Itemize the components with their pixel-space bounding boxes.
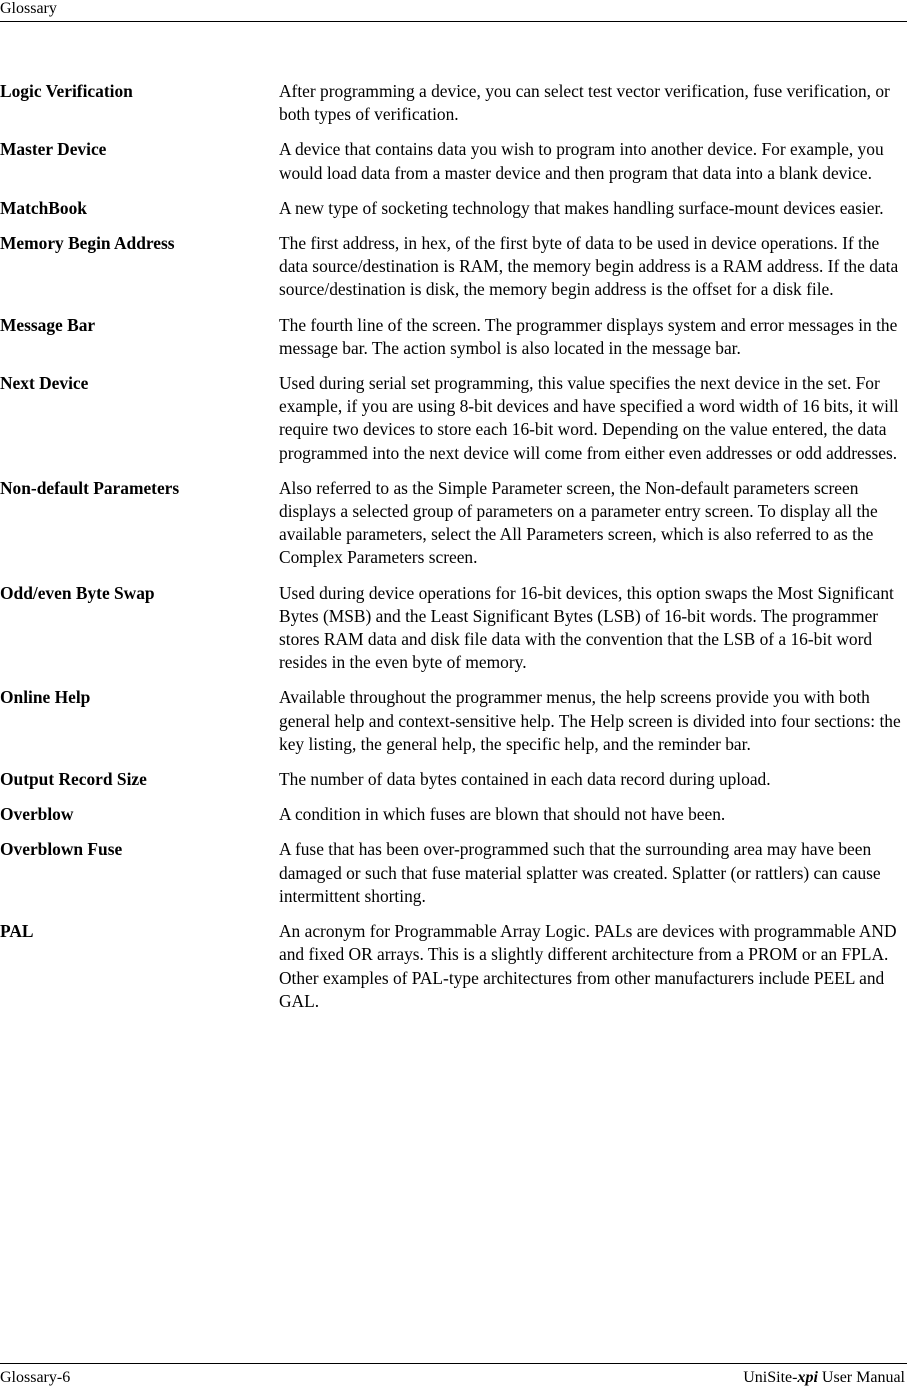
- glossary-entry: [0, 314, 907, 360]
- glossary-definition: Also referred to as the Simple Parameter screen, the Non-default parameters screen displays a selected group of parameters on a parameter entry screen. To display all the available parameters, select the All Parameters screen, which is also referred to as the Complex Parameters screen.: [279, 477, 878, 568]
- glossary-definition: A device that contains data you wish to program into another device. For example, you would load data from a master device and then program that data into a blank device.: [279, 139, 884, 183]
- glossary-entry: [0, 803, 907, 826]
- glossary-term: Memory Begin Address: [0, 233, 175, 254]
- glossary-term: MatchBook: [0, 197, 87, 218]
- glossary-entry: [0, 197, 907, 220]
- manual-title: UniSite-xpi User Manual: [743, 1369, 905, 1386]
- glossary-entry: [0, 232, 907, 302]
- glossary-term: Logic Verification: [0, 81, 133, 101]
- glossary-term: Overblow: [0, 804, 74, 825]
- glossary-definition: The first address, in hex, of the first byte of data to be used in device operations. If the data source/destination is RAM, the memory begin address is a RAM address. If the data source/destination is disk, the memory begin address is the offset for a disk file.: [279, 233, 899, 300]
- glossary-entry: [0, 372, 907, 465]
- glossary-definition: A condition in which fuses are blown that should not have been.: [279, 804, 726, 825]
- glossary-entry: [0, 138, 907, 184]
- glossary-term: Overblown Fuse: [0, 839, 123, 860]
- glossary-term: Message Bar: [0, 314, 96, 335]
- glossary-definition: A new type of socketing technology that makes handling surface-mount devices easier.: [279, 197, 884, 218]
- glossary-term: Master Device: [0, 139, 107, 160]
- glossary-definition: Used during device operations for 16-bit devices, this option swaps the Most Significant Bytes (MSB) and the Least Significant Bytes (LSB) of 16-bit words. The programmer stores RAM data and disk file data with the convention that the LSB of a 16-bit word resides in the even byte of memory.: [279, 582, 894, 673]
- glossary-term: Next Device: [0, 373, 89, 394]
- glossary-term: Output Record Size: [0, 769, 147, 790]
- glossary-term: Odd/even Byte Swap: [0, 582, 155, 603]
- page-number: Glossary-6: [0, 1369, 71, 1386]
- glossary-entry: [0, 477, 907, 570]
- glossary-definition: Used during serial set programming, this value specifies the next device in the set. For example, if you are using 8-bit devices and have specified a word width of 16 bits, it will require two devices to store each 16-bit word. Depending on the value entered, the data programmed into the next device will come from either even addresses or odd addresses.: [279, 373, 899, 463]
- glossary-entry: [0, 80, 907, 126]
- glossary-definition: A fuse that has been over-programmed such that the surrounding area may have been damaged or such that fuse material splatter was created. Splatter (or rattlers) can cause intermittent shorting.: [279, 839, 881, 906]
- header-rule: [0, 21, 907, 22]
- glossary-entry: [0, 920, 907, 1013]
- glossary-term: Non-default Parameters: [0, 477, 180, 498]
- running-header: Glossary: [0, 0, 57, 17]
- glossary-definition: After programming a device, you can select test vector verification, fuse verification, or both types of verification.: [279, 81, 890, 125]
- glossary-definition: An acronym for Programmable Array Logic. PALs are devices with programmable AND and fixed OR arrays. This is a slightly different architecture from a PROM or an FPLA. Other examples of PAL-type architectures from other manufacturers include PEEL and GAL.: [279, 921, 897, 1011]
- glossary-definition: Available throughout the programmer menus, the help screens provide you with both general help and context-sensitive help. The Help screen is divided into four sections: the key listing, the general help, the specific help, and the reminder bar.: [279, 687, 901, 754]
- glossary-entry: [0, 582, 907, 675]
- glossary-term: PAL: [0, 921, 34, 942]
- glossary-list: [0, 80, 907, 1025]
- glossary-entry: [0, 768, 907, 791]
- glossary-entry: [0, 686, 907, 756]
- footer-rule: [0, 1363, 907, 1364]
- glossary-term: Online Help: [0, 687, 91, 708]
- glossary-entry: [0, 838, 907, 908]
- glossary-definition: The fourth line of the screen. The programmer displays system and error messages in the message bar. The action symbol is also located in the message bar.: [279, 314, 898, 358]
- glossary-definition: The number of data bytes contained in each data record during upload.: [279, 769, 771, 790]
